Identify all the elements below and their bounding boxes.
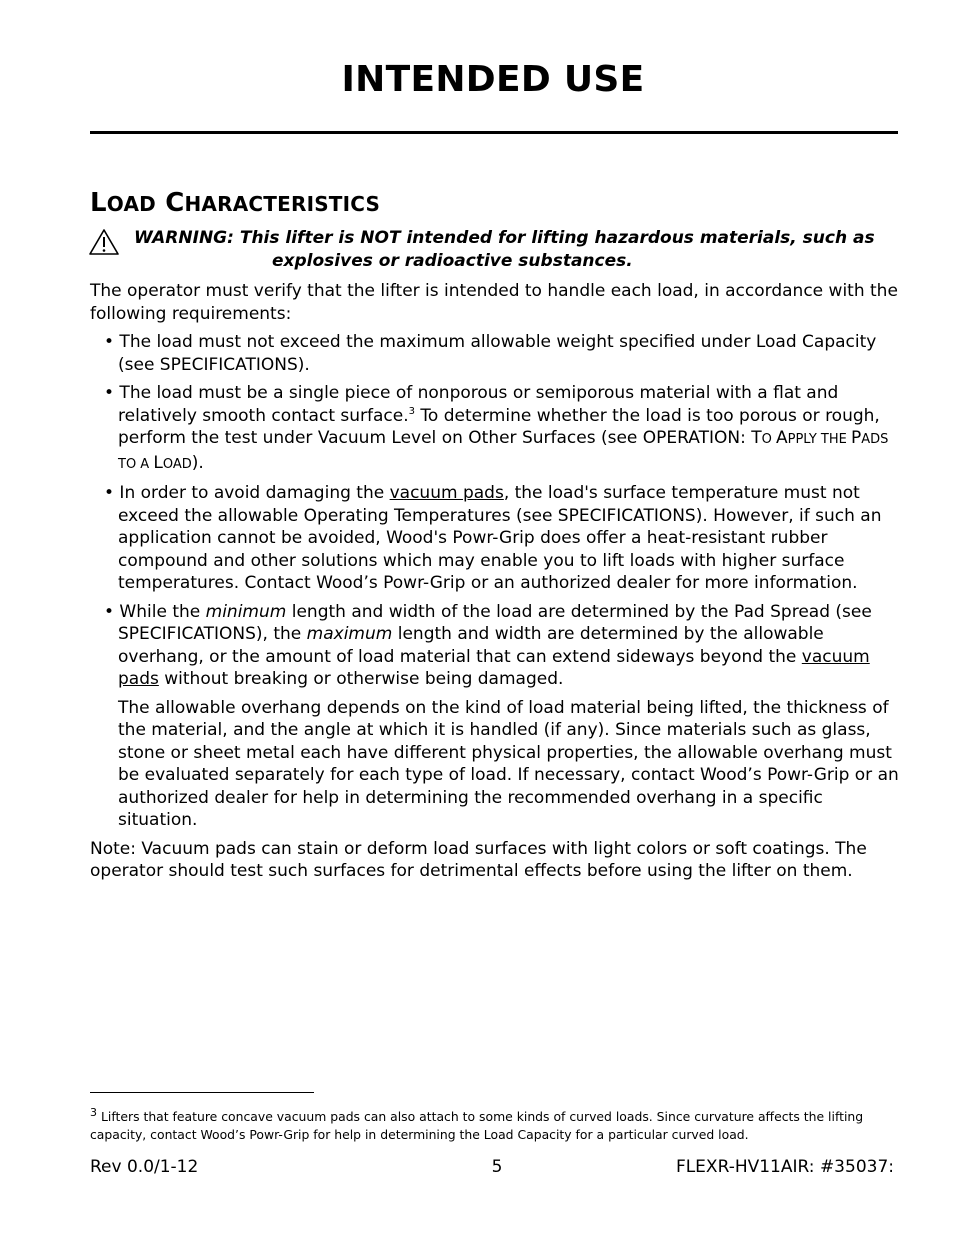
- title-divider: [90, 131, 898, 134]
- requirement-size-text-4: without breaking or otherwise being damaged.: [158, 669, 564, 689]
- vacuum-pads-link[interactable]: vacuum pads: [389, 483, 504, 503]
- footnote: [90, 1108, 902, 1144]
- requirement-weight: • The load must not exceed the maximum allowable weight specified under Load Capacity (see SPECIFICATIONS).: [104, 332, 877, 375]
- warning-line-1: WARNING: This lifter is NOT intended for lifting hazardous materials, such as: [134, 228, 875, 248]
- ref-pply: PPLY THE: [787, 432, 851, 447]
- footnote-number: 3: [90, 1106, 97, 1119]
- requirement-size: [90, 601, 902, 691]
- ref-P: P: [850, 428, 862, 448]
- ref-A: A: [775, 428, 788, 448]
- note-paragraph: Note: Vacuum pads can stain or deform load surfaces with light colors or soft coatings. The operator should test such surfaces for detrimental effects before using the lifter on them.: [90, 838, 867, 881]
- footer-page-number: 5: [491, 1157, 503, 1177]
- requirement-temperature-text-2: , the load's surface temperature must not exceed the allowable Operating Temperatures (see SPECIFICATIONS). However, if such an application cannot be avoided, Wood's Powr-Grip does offer a heat-resistant rubber compound and other solutions which may enable you to lift loads with higher surface temperatures. Contact Wood’s Powr-Grip or an authorized dealer for more information.: [118, 483, 882, 593]
- requirement-size-text-3: length and width are determined by the allowable overhang, or the amount of load material that can extend sideways beyond the: [118, 624, 824, 667]
- ref-ads: ADS TO A: [118, 432, 889, 472]
- page-title: INTENDED USE: [341, 59, 645, 100]
- warning-text: [134, 227, 894, 273]
- footnote-text: Lifters that feature concave vacuum pads can also attach to some kinds of curved loads. Since curvature affects the lifting capacity, contact Wood’s Powr-Grip for help in determining the Load Capacity for a particular curved load.: [90, 1109, 864, 1142]
- heading-smallcaps-2: HARACTERISTICS: [184, 192, 381, 216]
- requirement-surface-end: ).: [191, 452, 204, 473]
- requirement-surface-text-2: To determine whether the load is too porous or rough, perform the test under Vacuum Level on Other Surfaces (see OPERATION:: [118, 405, 880, 448]
- section-heading: [90, 186, 380, 221]
- heading-smallcaps-1: OAD: [106, 192, 156, 216]
- footer-document-id: FLEXR-HV11AIR: #35037:: [675, 1157, 894, 1177]
- requirement-surface-text: • The load must be a single piece of nonporous or semiporous material with a flat and relatively smooth contact surface.: [104, 383, 839, 426]
- requirement-surface: [90, 382, 902, 476]
- requirement-temperature: [90, 482, 902, 595]
- footnote-ref: 3: [408, 405, 416, 417]
- requirement-size-text: • While the: [104, 601, 206, 622]
- footer-revision: Rev 0.0/1-12: [90, 1157, 199, 1177]
- emphasis-maximum: maximum: [306, 624, 393, 644]
- requirement-size-text-2: length and width of the load are determined by the Pad Spread (see SPECIFICATIONS), the: [118, 601, 872, 644]
- intro-paragraph: The operator must verify that the lifter is intended to handle each load, in accordance with the following requirements:: [90, 281, 898, 324]
- footnote-divider: [90, 1092, 314, 1093]
- warning-triangle-icon: [88, 228, 120, 256]
- requirement-temperature-text: • In order to avoid damaging the: [104, 483, 390, 503]
- body-text: [90, 280, 902, 889]
- emphasis-minimum: minimum: [205, 601, 287, 622]
- overhang-paragraph: The allowable overhang depends on the kind of load material being lifted, the thickness of the material, and the angle at which it is handled (if any). Since materials such as glass, stone or sheet metal each have different physical properties, the allowable overhang must be evaluated separately for each type of load. If necessary, contact Wood’s Powr-Grip or an authorized dealer for help in determining the recommended overhang in a specific situation.: [118, 697, 899, 830]
- ref-o: O: [761, 432, 776, 447]
- heading-initial-1: L: [90, 188, 107, 218]
- ref-oad: OAD: [162, 456, 192, 472]
- warning-line-2: explosives or radioactive substances.: [272, 251, 633, 271]
- ref-L: L: [153, 452, 163, 473]
- vacuum-pads-link[interactable]: vacuum pads: [118, 646, 870, 689]
- heading-initial-2: C: [165, 188, 185, 218]
- ref-T: T: [751, 428, 762, 448]
